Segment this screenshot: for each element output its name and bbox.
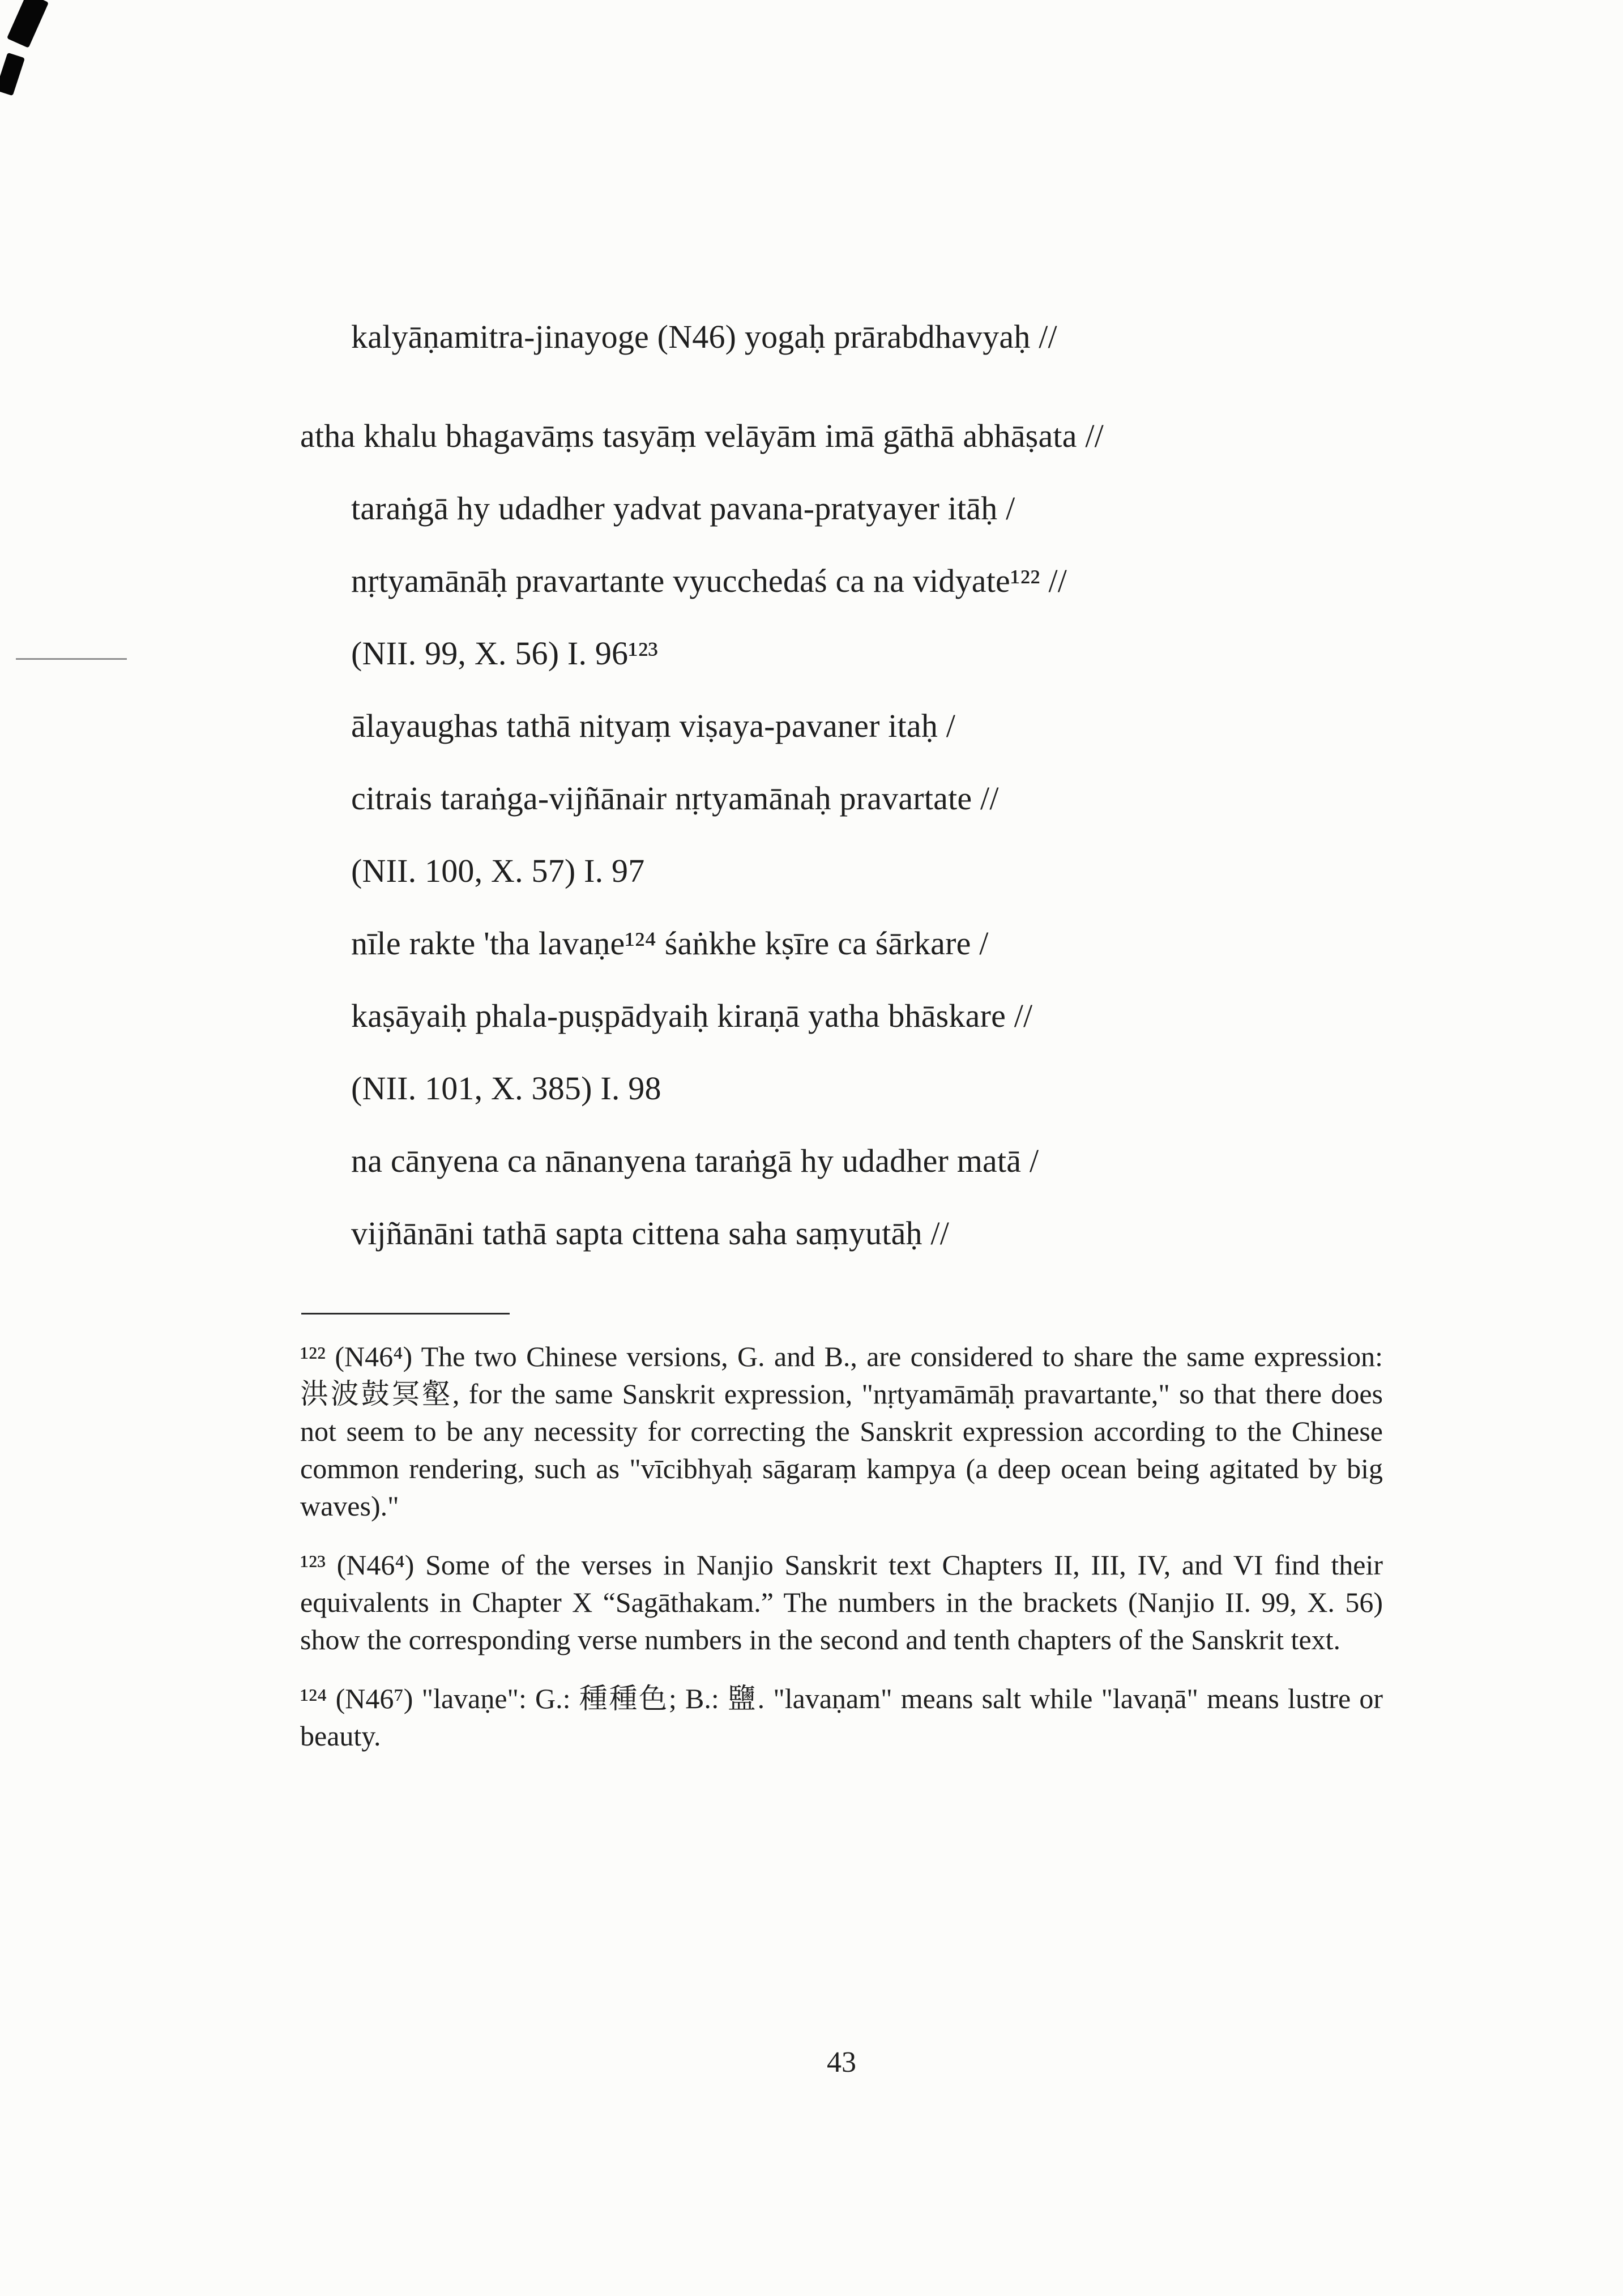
verse-line: nṛtyamānāḥ pravartante vyucchedaś ca na vidyate¹²² // [351,562,1067,599]
footnote-124: ¹²⁴ (N46⁷) "lavaṇe": G.: 種種色; B.: 鹽. "lavaṇam" means salt while "lavaṇā" means lustre or beauty. [300,1683,1383,1752]
page-number: 43 [827,2046,856,2079]
footnote-123: ¹²³ (N46⁴) Some of the verses in Nanjio Sanskrit text Chapters II, III, IV, and VI find their equivalents in Chapter X “Sagāthakam.” The numbers in the brackets (Nanjio II. 99, X. 56) show the corresponding verse numbers in the second and tenth chapters of the Sanskrit text. [300,1549,1383,1655]
footnote-122: ¹²² (N46⁴) The two Chinese versions, G. and B., are considered to share the same expression: 洪波鼓冥壑, for the same Sanskrit expression, "nṛtyamāmāḥ pravartante," so that there does not seem to be any necessity for correcting the Sanskrit expression according to the Chinese common rendering, such as "vīcibhyaḥ sāgaraṃ kampya (a deep ocean being agitated by big waves)." [300,1341,1383,1522]
scan-artifact-mark [7,0,49,48]
verse-line: kaṣāyaiḥ phala-puṣpādyaiḥ kiraṇā yatha bhāskare // [351,997,1033,1034]
scan-artifact-mark [0,53,25,96]
verse-block [300,301,1104,1270]
verse-line: atha khalu bhagavāṃs tasyāṃ velāyām imā gāthā abhāṣata // [300,417,1104,454]
footnote-separator-rule [301,1313,510,1315]
footnotes-block [300,1338,1383,1776]
verse-reference: (NII. 101, X. 385) I. 98 [351,1070,661,1107]
verse-line: ālayaughas tathā nityaṃ viṣaya-pavaner itaḥ / [351,707,956,744]
verse-line: kalyāṇamitra-jinayoge (N46) yogaḥ prārabdhavyaḥ // [351,318,1057,355]
verse-line: na cānyena ca nānanyena taraṅgā hy udadher matā / [351,1142,1039,1179]
verse-line: citrais taraṅga-vijñānair nṛtyamānaḥ pravartate // [351,780,999,817]
verse-reference: (NII. 100, X. 57) I. 97 [351,852,645,889]
verse-line: taraṅgā hy udadher yadvat pavana-pratyayer itāḥ / [351,490,1015,527]
verse-line: nīle rakte 'tha lavaṇe¹²⁴ śaṅkhe kṣīre ca śārkare / [351,925,989,962]
margin-mark [16,658,127,660]
verse-line: vijñānāni tathā sapta cittena saha saṃyutāḥ // [351,1215,950,1252]
verse-reference: (NII. 99, X. 56) I. 96¹²³ [351,635,659,672]
